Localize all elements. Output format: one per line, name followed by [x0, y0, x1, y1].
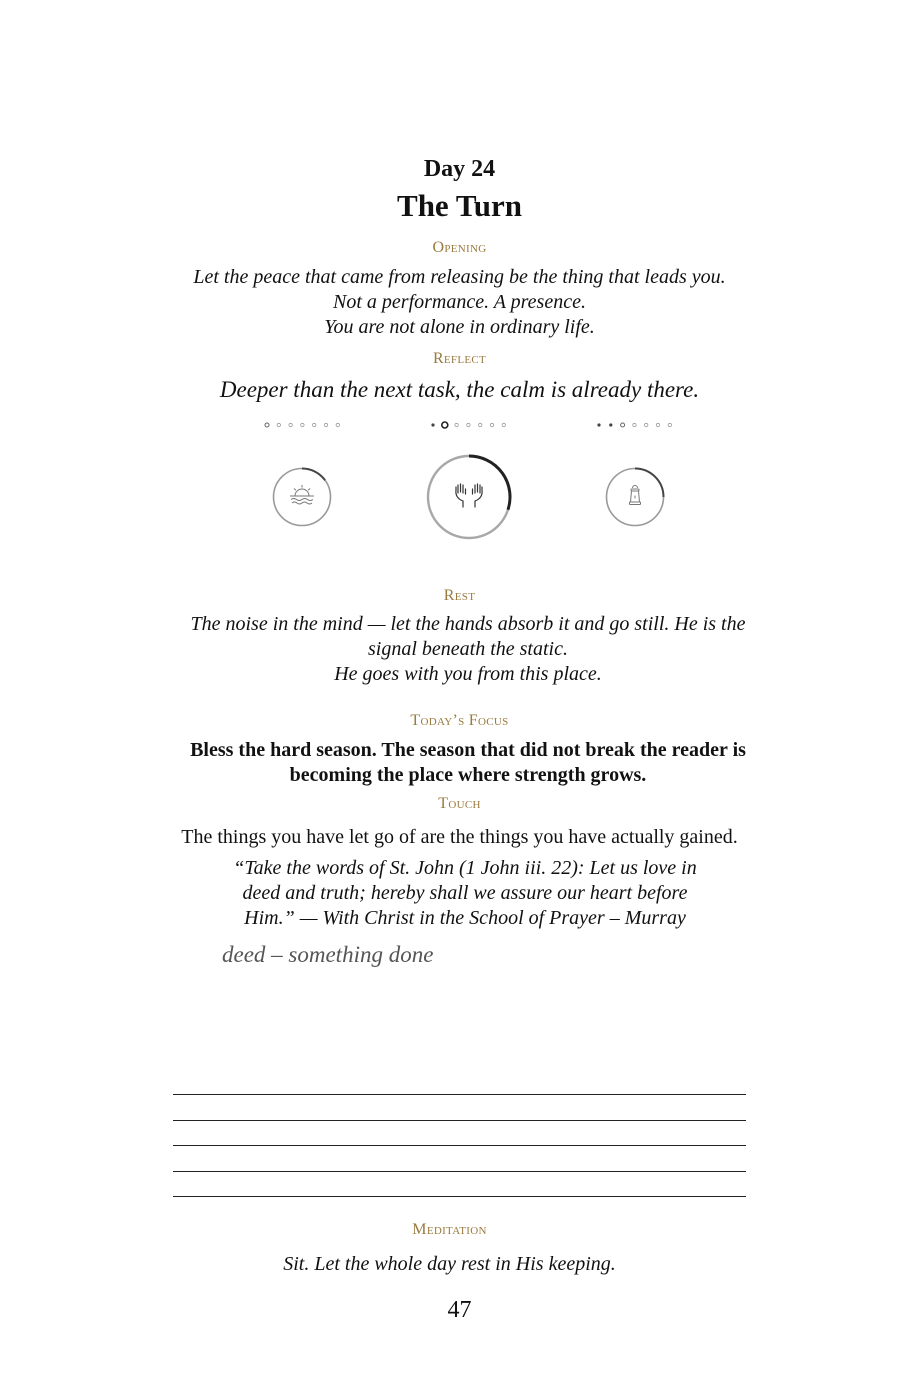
progress-dot [645, 423, 648, 426]
journal-line[interactable] [173, 1094, 746, 1095]
progress-dot [324, 423, 327, 426]
progress-dots-row [265, 423, 339, 427]
opening-line: Let the peace that came from releasing be the thing that leads you. [193, 266, 726, 288]
touch-text: The things you have let go of are the things you have actually gained. [181, 826, 738, 848]
quote-line: “Take the words of St. John (1 John iii. 22): Let us love in [233, 857, 697, 879]
progress-dial [607, 469, 664, 526]
day-heading: Day 24 [423, 156, 496, 182]
page-number: 47 [447, 1297, 472, 1323]
rest-line: The noise in the mind — let the hands absorb it and go still. He is the signal beneath the static. [190, 613, 746, 660]
reflect-text: Deeper than the next task, the calm is already there. [219, 377, 700, 402]
progress-dial [428, 456, 510, 538]
quote-line: deed and truth; hereby shall we assure our heart before [242, 882, 688, 904]
progress-dot [336, 423, 339, 426]
progress-dot [467, 423, 470, 426]
meditation-text: Sit. Let the whole day rest in His keeping. [283, 1253, 616, 1275]
journal-line[interactable] [173, 1171, 746, 1172]
progress-dot [431, 423, 434, 426]
open-hands-icon [456, 484, 482, 507]
progress-dot [656, 423, 659, 426]
progress-dots-row [597, 423, 671, 427]
progress-dot [289, 423, 292, 426]
progress-dot [265, 423, 269, 427]
progress-arc [302, 469, 325, 481]
sunrise-icon [290, 485, 314, 504]
lantern-icon [630, 486, 641, 505]
progress-dots-row [431, 422, 505, 428]
journal-line[interactable] [173, 1120, 746, 1121]
progress-dot [490, 423, 493, 426]
rest-line: He goes with you from this place. [334, 663, 602, 685]
rest-text [170, 612, 766, 687]
progress-dot [455, 423, 458, 426]
reflect-label: Reflect [432, 350, 487, 367]
opening-label: Opening [432, 239, 487, 256]
journal-line[interactable] [173, 1196, 746, 1197]
touch-label: Touch [438, 795, 481, 812]
quote-line: Him.” — With Christ in the School of Prayer – Murray [244, 907, 686, 929]
progress-dot [301, 423, 304, 426]
progress-dot [668, 423, 671, 426]
progress-dial [274, 469, 331, 526]
progress-dot [479, 423, 482, 426]
progress-dot [502, 423, 505, 426]
rest-label: Rest [443, 587, 476, 604]
word-definition: deed – something done [222, 942, 434, 967]
progress-dot [442, 422, 448, 428]
focus-label: Today’s Focus [410, 712, 509, 729]
focus-text: Bless the hard season. The season that did not break the reader is becoming the place where strength grows. [190, 739, 746, 786]
progress-dot [621, 423, 625, 427]
opening-line: You are not alone in ordinary life. [324, 316, 595, 338]
progress-dot [597, 423, 600, 426]
journal-line[interactable] [173, 1145, 746, 1146]
progress-dot [277, 423, 280, 426]
scripture-quote [215, 856, 715, 931]
progress-arc [635, 469, 664, 498]
meditation-label: Meditation [412, 1221, 487, 1238]
progress-dot [633, 423, 636, 426]
progress-dials [0, 0, 919, 560]
opening-line: Not a performance. A presence. [333, 291, 586, 313]
page-title: The Turn [397, 188, 522, 223]
progress-dot [313, 423, 316, 426]
progress-dot [609, 423, 612, 426]
